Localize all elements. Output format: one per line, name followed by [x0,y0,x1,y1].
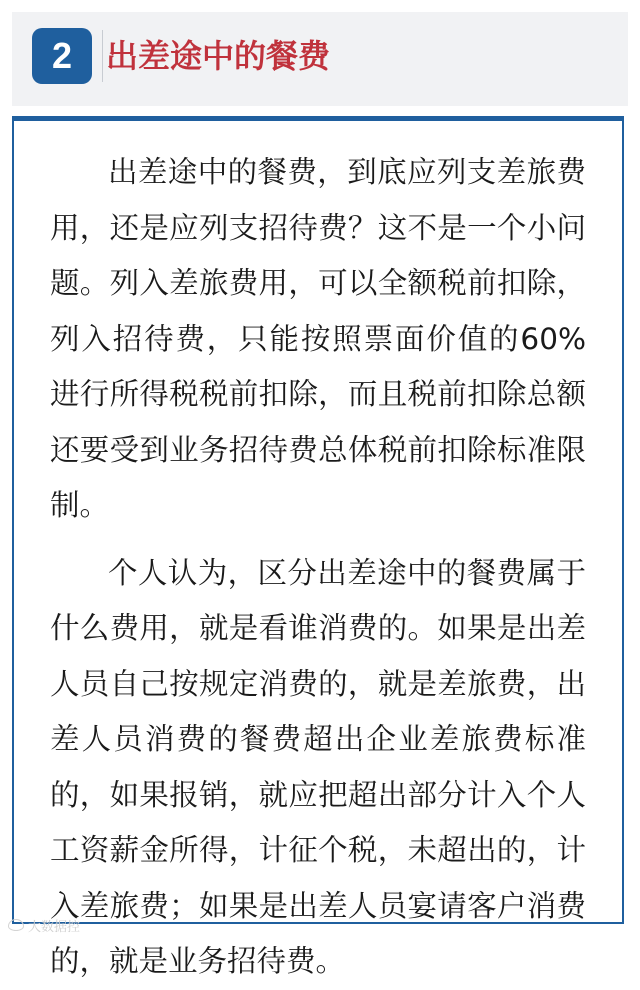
header-divider [102,30,103,82]
section-number-badge: 2 [32,28,92,84]
section-title: 出差途中的餐费 [106,37,331,75]
section-header [12,12,628,106]
paragraph-1: 出差途中的餐费，到底应列支差旅费用，还是应列支招待费？这不是一个小问题。列入差旅费用，可以全额税前扣除，列入招待费，只能按照票面价值的60%进行所得税税前扣除，而且税前扣除总额还要受到业务招待费总体税前扣除标准限制。 [50,155,586,522]
watermark [8,914,80,936]
weibo-eye-icon [8,919,24,931]
watermark-text: 大数据控 [28,919,81,935]
paragraph-2: 个人认为，区分出差途中的餐费属于什么费用，就是看谁消费的。如果是出差人员自己按规定消费的，就是差旅费，出差人员消费的餐费超出企业差旅费标准的，如果报销，就应把超出部分计入个人工资薪金所得，计征个税，未超出的，计入差旅费；如果是出差人员宴请客户消费的，就是业务招待费。 [50,555,586,978]
